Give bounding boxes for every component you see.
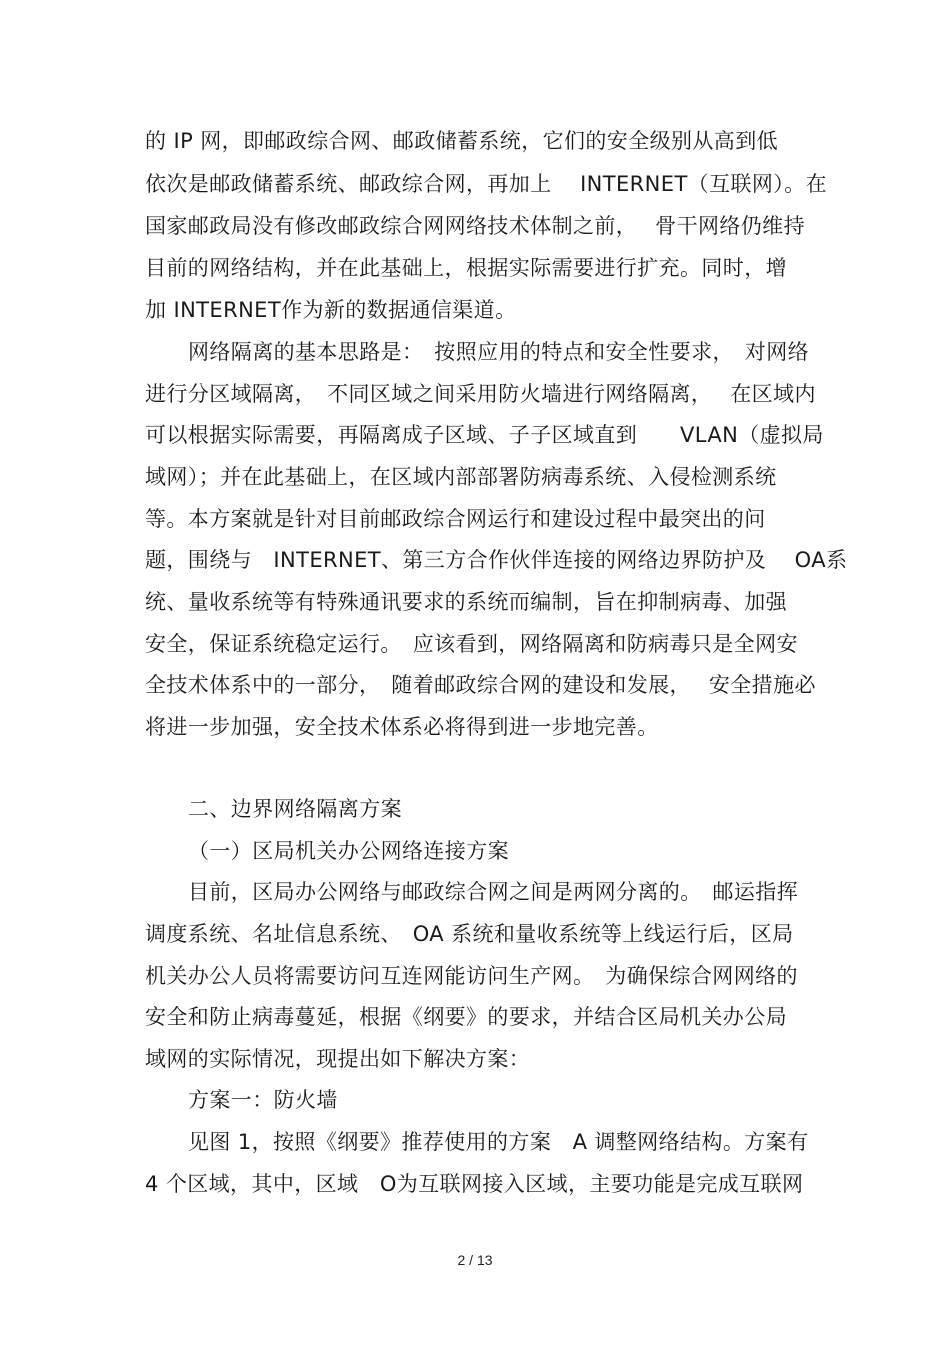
paragraph-2-line-7: 统、量收系统等有特殊通讯要求的系统而编制，旨在抑制病毒、加强 (145, 590, 787, 614)
subsection-heading: （一）区局机关办公网络连接方案 (188, 839, 509, 863)
option-1-title: 方案一：防火墙 (188, 1088, 338, 1112)
paragraph-2-line-4: 域网）；并在此基础上，在区域内部部署防病毒系统、入侵检测系统 (145, 465, 777, 489)
paragraph-3-line-3: 机关办公人员将需要访问互连网能访问生产网。 为确保综合网网络的 (145, 964, 798, 988)
paragraph-1-line-3: 国家邮政局没有修改邮政综合网网络技术体制之前， 骨干网络仍维持 (145, 214, 805, 238)
section-heading: 二、边界网络隔离方案 (188, 797, 402, 821)
paragraph-1-line-4: 目前的网络结构，并在此基础上，根据实际需要进行扩充。同时，增 (145, 256, 787, 280)
paragraph-3-line-4: 安全和防止病毒蔓延，根据《纲要》的要求，并结合区局机关办公局 (145, 1005, 787, 1029)
paragraph-2-line-9: 全技术体系中的一部分， 随着邮政综合网的建设和发展， 安全措施必 (145, 673, 816, 697)
paragraph-2-line-10: 将进一步加强，安全技术体系必将得到进一步地完善。 (145, 715, 659, 739)
paragraph-2-line-6: 题，围绕与 INTERNET、第三方合作伙伴连接的网络边界防护及 OA系 (145, 548, 848, 572)
paragraph-1-line-5: 加 INTERNET作为新的数据通信渠道。 (145, 298, 517, 322)
paragraph-2-line-5: 等。本方案就是针对目前邮政综合网运行和建设过程中最突出的问 (145, 507, 766, 531)
paragraph-3-line-2: 调度系统、名址信息系统、 OA 系统和量收系统等上线运行后，区局 (145, 922, 794, 946)
paragraph-4-line-1: 见图 1，按照《纲要》推荐使用的方案 A 调整网络结构。方案有 (188, 1130, 809, 1154)
paragraph-1-line-2: 依次是邮政储蓄系统、邮政综合网，再加上 INTERNET（互联网）。在 (145, 172, 827, 196)
paragraph-3-line-5: 域网的实际情况，现提出如下解决方案： (145, 1047, 531, 1071)
paragraph-1-line-1: 的 IP 网，即邮政综合网、邮政储蓄系统，它们的安全级别从高到低 (145, 129, 779, 153)
paragraph-2-line-2: 进行分区域隔离， 不同区域之间采用防火墙进行网络隔离， 在区域内 (145, 382, 816, 406)
paragraph-2-line-1: 网络隔离的基本思路是： 按照应用的特点和安全性要求， 对网络 (188, 340, 809, 364)
paragraph-2-line-8: 安全，保证系统稳定运行。 应该看到，网络隔离和防病毒只是全网安 (145, 632, 798, 656)
paragraph-2-line-3: 可以根据实际需要，再隔离成子区域、子子区域直到 VLAN（虚拟局 (145, 423, 824, 447)
paragraph-4-line-2: 4 个区域，其中，区域 O为互联网接入区域，主要功能是完成互联网 (145, 1172, 804, 1196)
page-number: 2 / 13 (457, 1252, 493, 1268)
paragraph-3-line-1: 目前，区局办公网络与邮政综合网之间是两网分离的。 邮运指挥 (188, 880, 799, 904)
